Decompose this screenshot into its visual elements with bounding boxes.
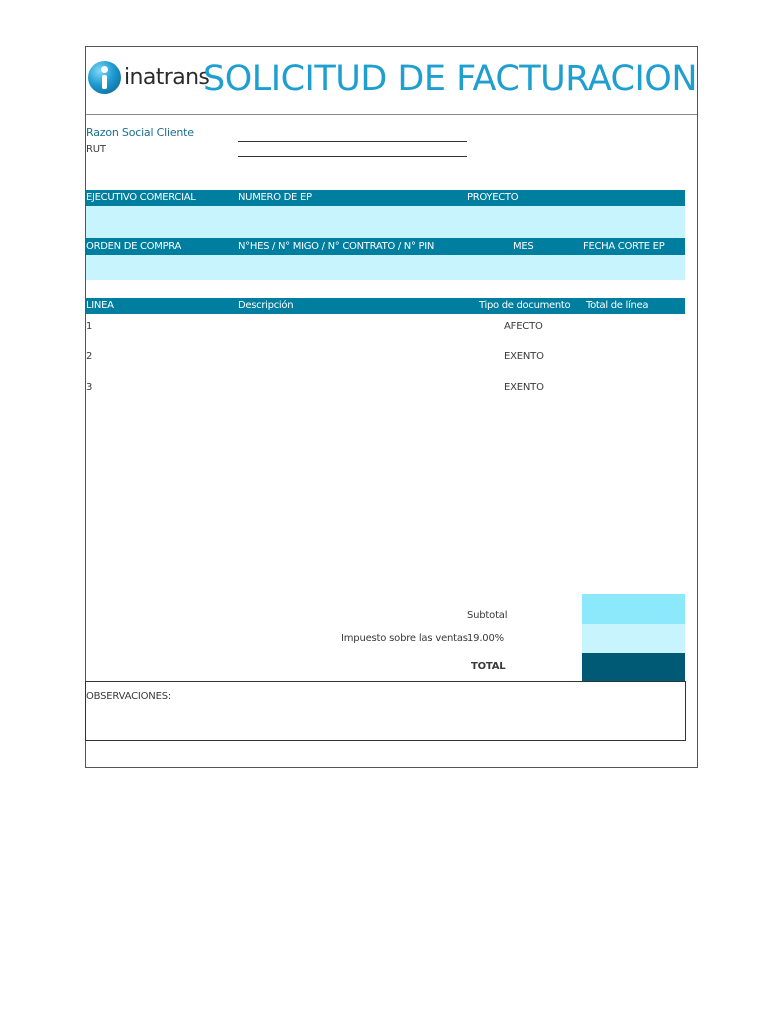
razon-social-label: Razon Social Cliente <box>86 126 194 139</box>
observaciones-box[interactable] <box>85 681 686 741</box>
tax-rate: 19.00% <box>467 633 504 644</box>
orden-compra-header: ORDEN DE COMPRA <box>86 241 182 252</box>
numero-ep-header: NUMERO DE EP <box>238 192 312 203</box>
section2-header-bar <box>86 238 685 255</box>
total-value-cell <box>582 653 685 682</box>
rut-label: RUT <box>86 144 106 155</box>
mes-header: MES <box>513 241 534 252</box>
razon-social-field[interactable] <box>238 141 467 142</box>
header <box>86 47 697 115</box>
section2-input-row[interactable] <box>86 255 685 280</box>
section1-input-row[interactable] <box>86 206 685 238</box>
logo-text: inatrans <box>124 65 210 90</box>
tipo-documento-header: Tipo de documento <box>479 300 571 311</box>
proyecto-header: PROYECTO <box>467 192 519 203</box>
ejecutivo-comercial-header: EJECUTIVO COMERCIAL <box>86 192 196 203</box>
tipo-documento: EXENTO <box>504 351 544 362</box>
logo-icon <box>88 61 121 94</box>
total-linea-header: Total de línea <box>586 300 649 311</box>
observaciones-label: OBSERVACIONES: <box>86 691 172 702</box>
linea-number: 2 <box>86 351 93 362</box>
tax-value-cell <box>582 624 685 653</box>
page-title: SOLICITUD DE FACTURACION <box>203 59 698 99</box>
tax-label: Impuesto sobre las ventas <box>341 633 468 644</box>
linea-number: 3 <box>86 382 93 393</box>
table-row <box>86 321 685 337</box>
linea-number: 1 <box>86 321 93 332</box>
rut-field[interactable] <box>238 156 467 157</box>
billing-request-sheet <box>85 46 698 768</box>
total-label: TOTAL <box>471 661 506 672</box>
lines-header-bar <box>86 298 685 314</box>
tipo-documento: EXENTO <box>504 382 544 393</box>
descripcion-header: Descripción <box>238 300 294 311</box>
hes-migo-header: N°HES / N° MIGO / N° CONTRATO / N° PIN <box>238 241 435 252</box>
section1-header-bar <box>86 190 685 206</box>
tipo-documento: AFECTO <box>504 321 543 332</box>
table-row <box>86 351 685 367</box>
fecha-corte-header: FECHA CORTE EP <box>583 241 665 252</box>
subtotal-label: Subtotal <box>467 610 508 621</box>
linea-header: LINEA <box>86 300 114 311</box>
table-row <box>86 382 685 398</box>
subtotal-value-cell <box>582 594 685 624</box>
